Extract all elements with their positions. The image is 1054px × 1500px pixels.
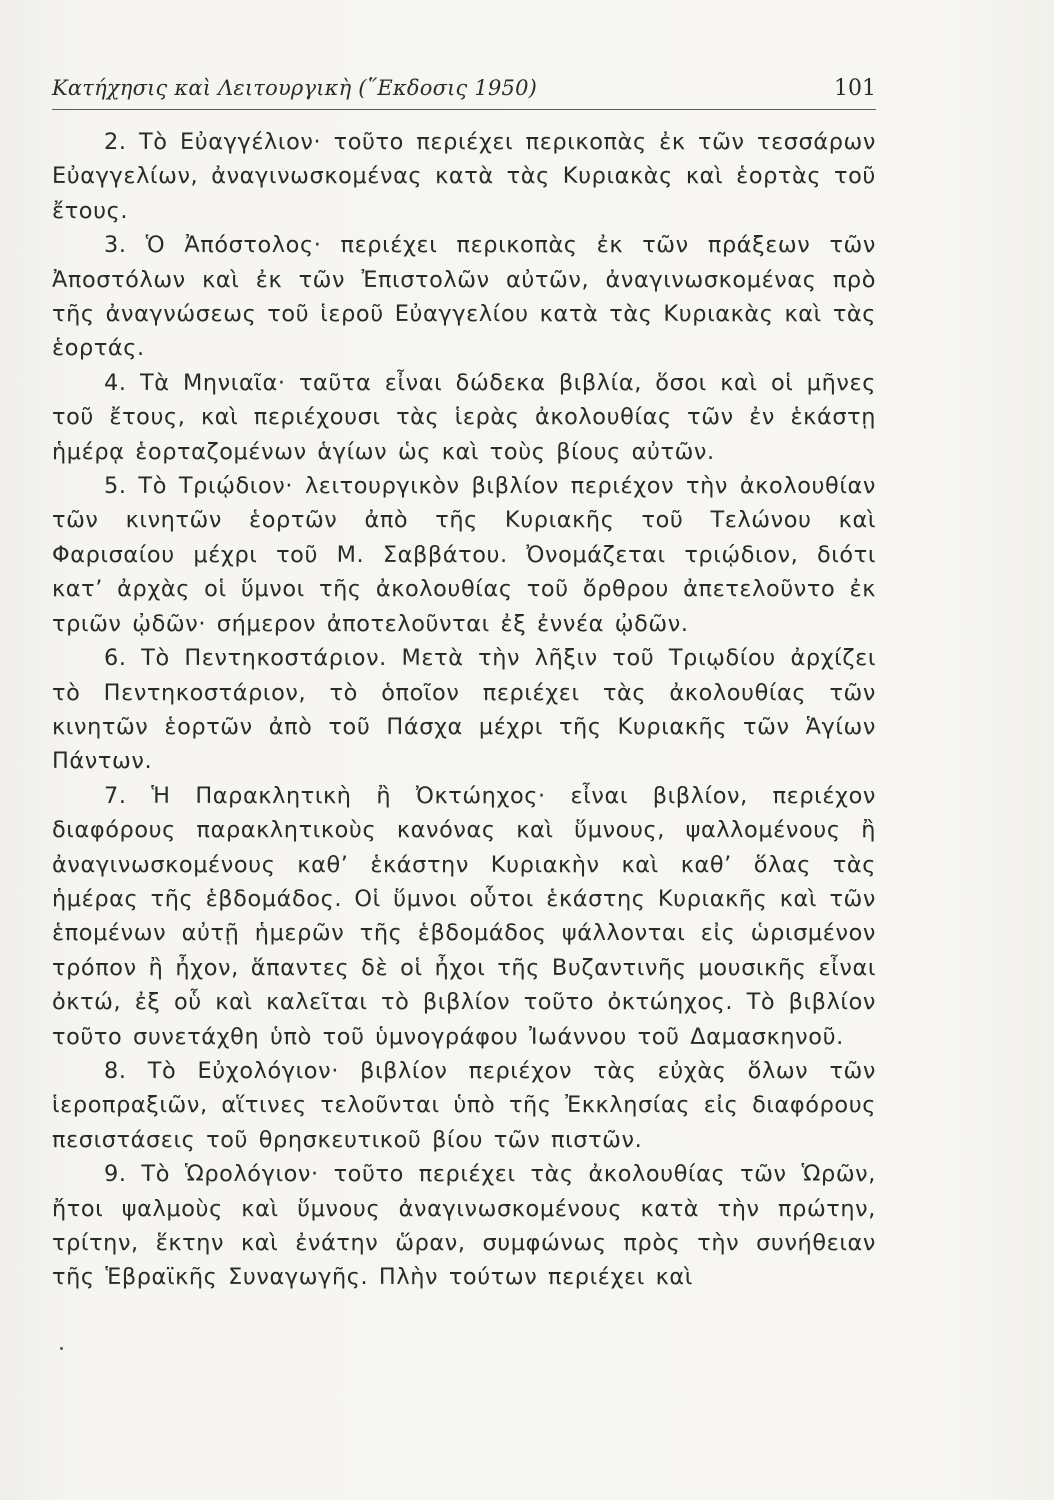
body-text (52, 125, 876, 1295)
paragraph-orologion: 9. Τὸ Ὡρολόγιον· τοῦτο περιέχει τὰς ἀκολουθίας τῶν Ὡρῶν, ἤτοι ψαλμοὺς καὶ ὕμνους ἀναγινωσκομένους κατὰ τὴν πρώτην, τρίτην, ἕκτην καὶ ἐνάτην ὥραν, συμφώνως πρὸς τὴν συνήθειαν τῆς Ἑβραϊκῆς Συναγωγῆς. Πλὴν τούτων περιέχει καὶ (52, 1161, 876, 1291)
header-rule (52, 109, 876, 110)
paragraph-oktoichos: 7. Ἡ Παρακλητικὴ ἢ Ὀκτώηχος· εἶναι βιβλίον, περιέχον διαφόρους παρακλητικοὺς κανόνας καὶ ὕμνους, ψαλλομένους ἢ ἀναγινωσκομένους καθ’ ἑκάστην Κυριακὴν καὶ καθ’ ὅλας τὰς ἡμέρας τῆς ἑβδομάδος. Οἱ ὕμνοι οὗτοι ἑκάστης Κυριακῆς καὶ τῶν ἑπομένων αὐτῇ ἡμερῶν τῆς ἑβδομάδος ψάλλονται εἰς ὡρισμένον τρόπον ἢ ἦχον, ἅπαντες δὲ οἱ ἦχοι τῆς Βυζαντινῆς μουσικῆς εἶναι ὀκτώ, ἐξ οὗ καὶ καλεῖται τὸ βιβλίον τοῦτο ὀκτώηχος. Τὸ βιβλίον τοῦτο συνετάχθη ὑπὸ τοῦ ὑμνογράφου Ἰωάννου τοῦ Δαμασκηνοῦ. (52, 782, 876, 1050)
running-head (52, 72, 876, 106)
paragraph-evangelion: 2. Τὸ Εὐαγγέλιον· τοῦτο περιέχει περικοπὰς ἐκ τῶν τεσσάρων Εὐαγγελίων, ἀναγινωσκομένας κατὰ τὰς Κυριακὰς καὶ ἑορτὰς τοῦ ἔτους. (52, 129, 876, 224)
paragraph-minaia: 4. Τὰ Μηνιαῖα· ταῦτα εἶναι δώδεκα βιβλία, ὅσοι καὶ οἱ μῆνες τοῦ ἔτους, καὶ περιέχουσι τὰς ἱερὰς ἀκολουθίας τῶν ἐν ἑκάστῃ ἡμέρᾳ ἑορταζομένων ἁγίων ὡς καὶ τοὺς βίους αὐτῶν. (52, 369, 876, 465)
print-speck (60, 1347, 63, 1350)
paragraph-triodion: 5. Τὸ Τριῴδιον· λειτουργικὸν βιβλίον περιέχον τὴν ἀκολουθίαν τῶν κινητῶν ἑορτῶν ἀπὸ τῆς Κυριακῆς τοῦ Τελώνου καὶ Φαρισαίου μέχρι τοῦ Μ. Σαββάτου. Ὀνομάζεται τριῴδιον, διότι κατ’ ἀρχὰς οἱ ὕμνοι τῆς ἀκολουθίας τοῦ ὄρθρου ἀπετελοῦντο ἐκ τριῶν ᾠδῶν· σήμερον ἀποτελοῦνται ἐξ ἐννέα ᾠδῶν. (52, 473, 876, 637)
paragraph-apostolos: 3. Ὁ Ἀπόστολος· περιέχει περικοπὰς ἐκ τῶν πράξεων τῶν Ἀποστόλων καὶ ἐκ τῶν Ἐπιστολῶν αὐτῶν, ἀναγινωσκομένας πρὸ τῆς ἀναγνώσεως τοῦ ἱεροῦ Εὐαγγελίου κατὰ τὰς Κυριακὰς καὶ τὰς ἑορτάς. (52, 232, 876, 362)
page-number: 101 (834, 76, 876, 101)
paragraph-euchologion: 8. Τὸ Εὐχολόγιον· βιβλίον περιέχον τὰς εὐχὰς ὅλων τῶν ἱεροπραξιῶν, αἵτινες τελοῦνται ὑπὸ τῆς Ἐκκλησίας εἰς διαφόρους πεσιστάσεις τοῦ θρησκευτικοῦ βίου τῶν πιστῶν. (52, 1057, 876, 1153)
paragraph-pentikostarion: 6. Τὸ Πεντηκοστάριον. Μετὰ τὴν λῆξιν τοῦ Τριῳδίου ἀρχίζει τὸ Πεντηκοστάριον, τὸ ὁποῖον περιέχει τὰς ἀκολουθίας τῶν κινητῶν ἑορτῶν ἀπὸ τοῦ Πάσχα μέχρι τῆς Κυριακῆς τῶν Ἁγίων Πάντων. (52, 645, 876, 775)
running-title: Κατήχησις καὶ Λειτουργικὴ (῞Εκδοσις 1950) (52, 76, 538, 100)
